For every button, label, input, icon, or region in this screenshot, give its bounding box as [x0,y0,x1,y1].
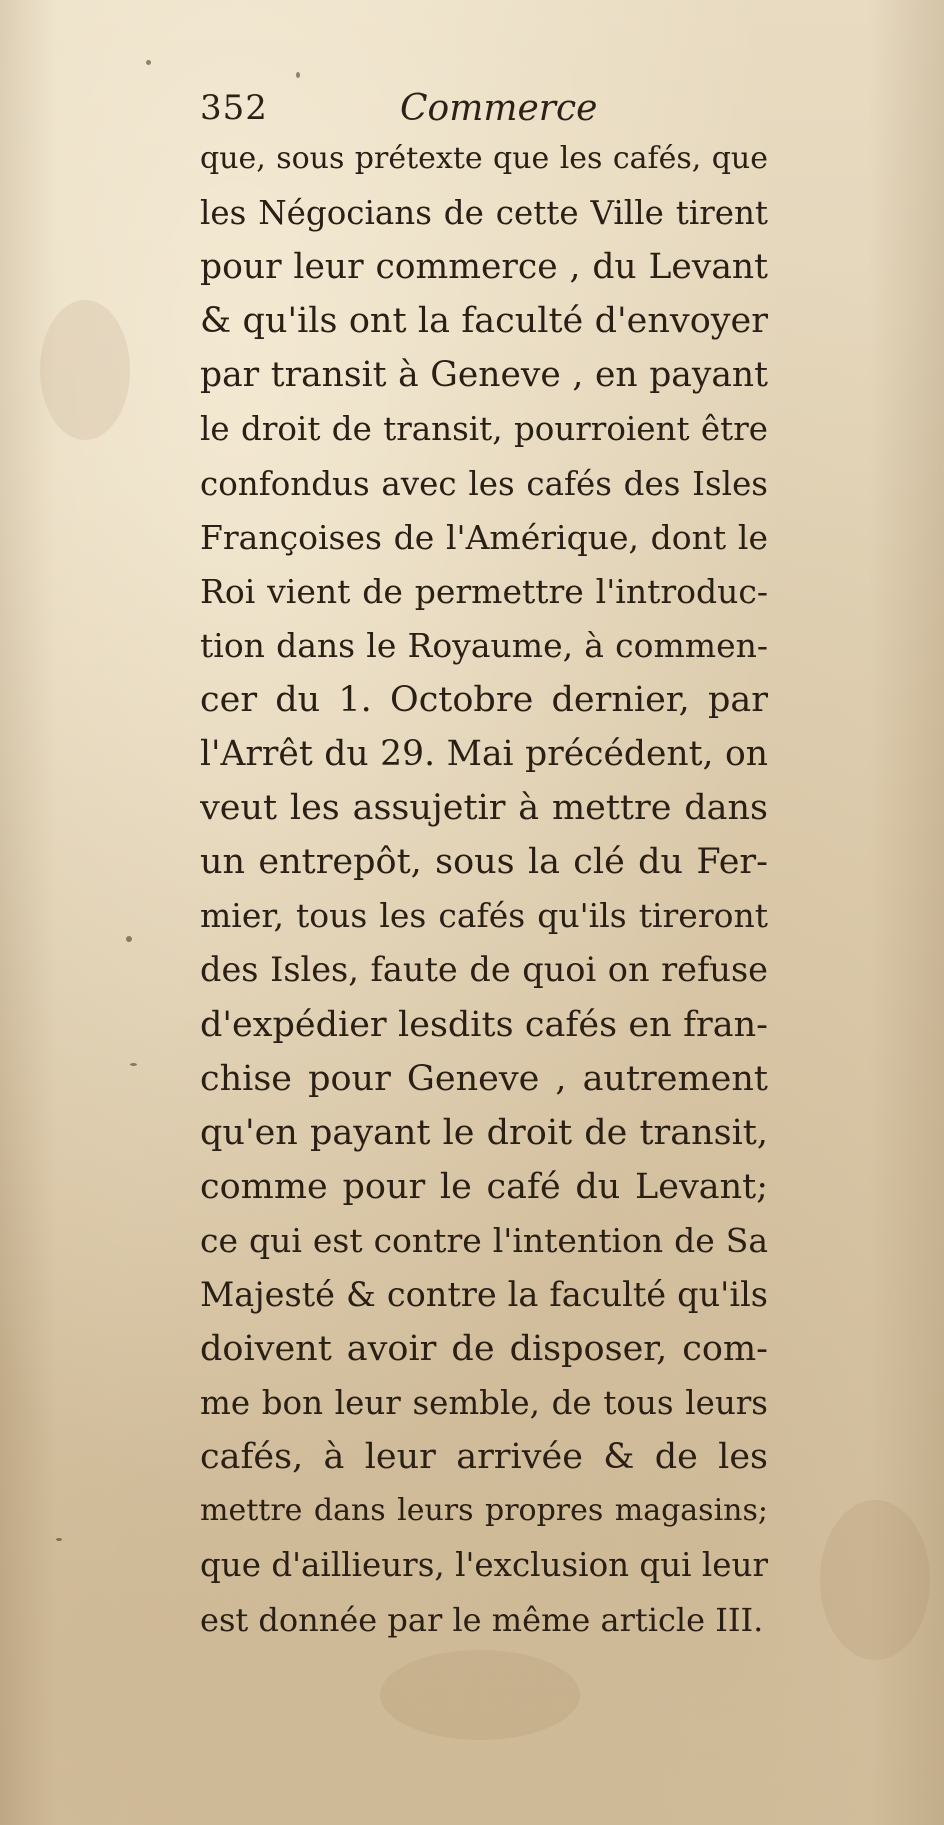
text-line: le droit de transit, pourroient être [200,410,768,449]
paper-stain [380,1650,580,1740]
text-line: mier, tous les cafés qu'ils tireront [200,896,768,936]
text-line: chise pour Geneve , autrement [200,1058,768,1099]
text-line: qu'en payant le droit de transit, [200,1112,768,1153]
text-line: l'Arrêt du 29. Mai précédent, on [200,734,768,775]
text-line: confondus avec les cafés des Isles [200,464,768,503]
text-line: ce qui est contre l'intention de Sa [200,1220,768,1260]
ink-speck [126,936,132,942]
text-line: doivent avoir de disposer, com- [200,1329,768,1370]
text-line: les Négocians de cette Ville tirent [200,194,768,233]
text-line: cer du 1. Octobre dernier, par [200,679,768,720]
text-line: que d'aillieurs, l'exclusion qui leur [200,1546,768,1585]
text-line: que, sous prétexte que les cafés, que [200,141,768,176]
text-line: veut les assujetir à mettre dans [200,788,768,829]
text-line: & qu'ils ont la faculté d'envoyer [200,301,768,342]
text-line: comme pour le café du Levant; [200,1166,768,1207]
text-line: mettre dans leurs propres magasins; [200,1493,768,1529]
text-line: Majesté & contre la faculté qu'ils [200,1274,768,1314]
page-header [200,88,760,134]
ink-speck [56,1538,62,1541]
paper-stain [40,300,130,440]
text-line: tion dans le Royaume, à commen- [200,625,768,665]
body-text [200,132,768,1647]
page-number: 352 [200,88,268,128]
ink-speck [130,1063,137,1066]
text-line: Françoises de l'Amérique, dont le [200,517,768,557]
paper-stain [820,1500,930,1660]
text-line: me bon leur semble, de tous leurs [200,1384,768,1423]
text-line: est donnée par le même article III. [200,1600,764,1639]
text-line: un entrepôt, sous la clé du Fer- [200,842,768,883]
text-line: par transit à Geneve , en payant [200,355,768,396]
ink-speck [296,72,300,78]
text-line: d'expédier lesdits cafés en fran- [200,1004,768,1045]
text-line: Roi vient de permettre l'introduc- [200,571,768,611]
text-line: cafés, à leur arrivée & de les [200,1437,768,1478]
text-line: pour leur commerce , du Levant [200,247,768,288]
text-line: des Isles, faute de quoi on refuse [200,950,768,990]
ink-speck [146,60,151,65]
running-head: Commerce [400,88,598,129]
